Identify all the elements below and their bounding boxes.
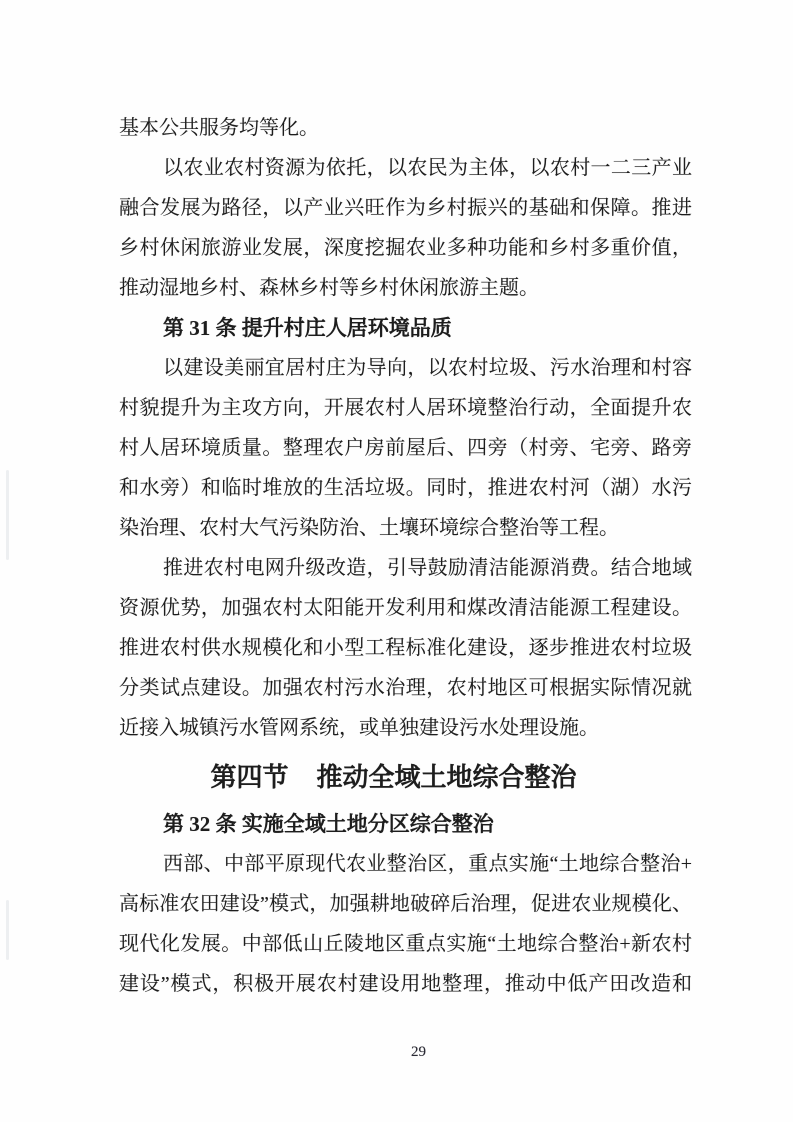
text-line: 融合发展为路径，以产业兴旺作为乡村振兴的基础和保障。推进 [119, 197, 692, 219]
page-number: 29 [411, 1044, 426, 1060]
text-line: 以农业农村资源为依托，以农民为主体，以农村一二三产业 [163, 157, 692, 179]
text-line: 推进农村电网升级改造，引导鼓励清洁能源消费。结合地域 [163, 557, 692, 579]
text-line: 乡村休闲旅游业发展，深度挖掘农业多种功能和乡村多重价值， [119, 237, 692, 259]
text-line: 分类试点建设。加强农村污水治理，农村地区可根据实际情况就 [119, 677, 692, 699]
text-line: 建设”模式，积极开展农村建设用地整理，推动中低产田改造和 [119, 973, 692, 995]
paragraph [119, 844, 692, 1004]
paragraph [119, 148, 692, 308]
text-line: 资源优势，加强农村太阳能开发利用和煤改清洁能源工程建设。 [119, 597, 692, 619]
text-line: 推进农村供水规模化和小型工程标准化建设，逐步推进农村垃圾 [119, 637, 692, 659]
section-title: 推动全域土地综合整治 [316, 762, 577, 792]
paragraph [119, 108, 692, 148]
section-4-heading [107, 754, 680, 800]
text-line: 推动湿地乡村、森林乡村等乡村休闲旅游主题。 [119, 277, 539, 299]
text-line: 和水旁）和临时堆放的生活垃圾。同时，推进农村河（湖）水污 [119, 477, 692, 499]
scan-artifact [6, 900, 9, 960]
text-line: 近接入城镇污水管网系统，或单独建设污水处理设施。 [119, 717, 599, 739]
text-line: 西部、中部平原现代农业整治区，重点实施“土地综合整治+ [163, 853, 692, 875]
text-line: 基本公共服务均等化。 [119, 117, 319, 139]
text-line: 高标准农田建设”模式，加强耕地破碎后治理，促进农业规模化、 [119, 893, 692, 915]
text-line: 以建设美丽宜居村庄为导向，以农村垃圾、污水治理和村容 [163, 357, 692, 379]
paragraph [119, 548, 692, 748]
text-line: 染治理、农村大气污染防治、土壤环境综合整治等工程。 [119, 517, 619, 539]
text-column [119, 108, 692, 1004]
paragraph [119, 348, 692, 548]
text-line: 村貌提升为主攻方向，开展农村人居环境整治行动，全面提升农 [119, 397, 692, 419]
scan-artifact [6, 470, 9, 560]
article-31-heading: 第 31 条 提升村庄人居环境品质 [163, 316, 452, 340]
text-line: 现代化发展。中部低山丘陵地区重点实施“土地综合整治+新农村 [119, 933, 692, 955]
section-prefix: 第四节 [210, 762, 289, 792]
text-line: 村人居环境质量。整理农户房前屋后、四旁（村旁、宅旁、路旁 [119, 437, 692, 459]
article-32-heading: 第 32 条 实施全域土地分区综合整治 [163, 812, 494, 836]
